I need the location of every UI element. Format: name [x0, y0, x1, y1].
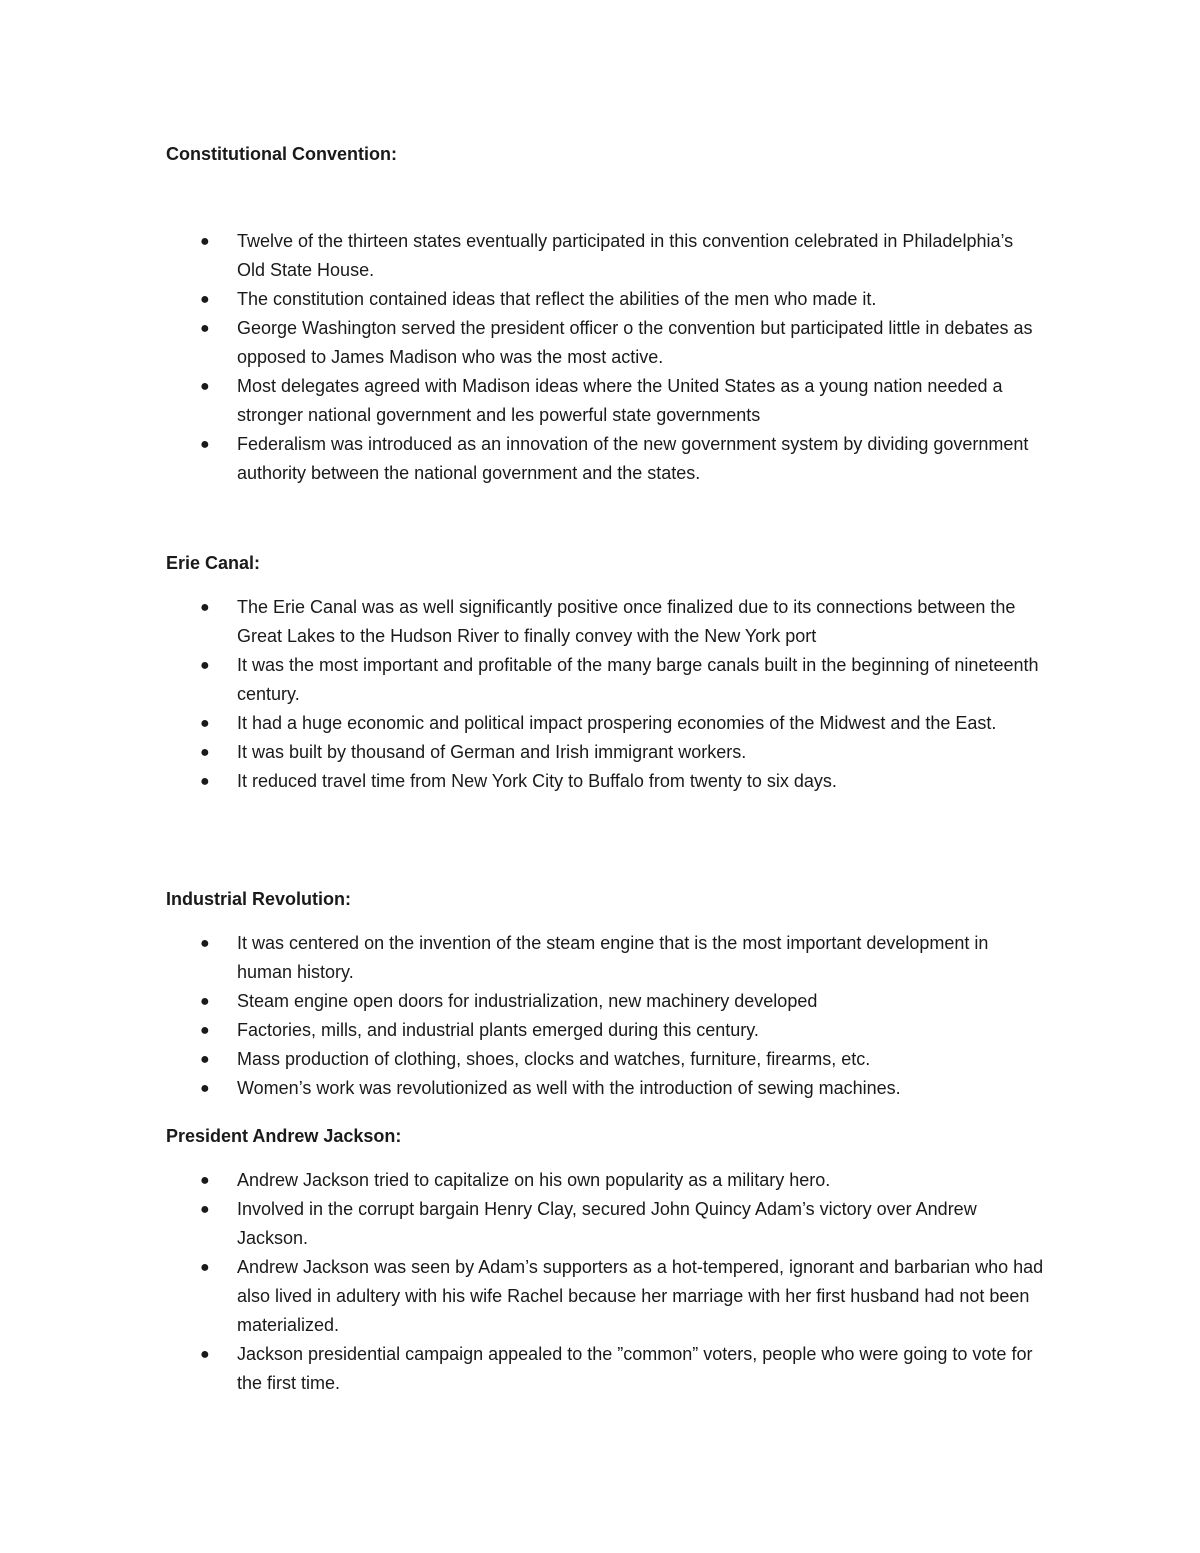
- list-item: [166, 227, 1046, 285]
- bullet-icon: ●: [200, 1259, 210, 1276]
- list-item-text: Most delegates agreed with Madison ideas where the United States as a young nation needed a stronger national government and les powerful state governments: [237, 376, 1003, 425]
- list-item: [166, 767, 1046, 796]
- bullet-icon: ●: [200, 935, 210, 952]
- bullet-list: [166, 1166, 1046, 1398]
- bullet-icon: ●: [200, 436, 210, 453]
- list-item: [166, 1253, 1046, 1340]
- list-item-text: Twelve of the thirteen states eventually participated in this convention celebrated in Philadelphia’s Old State House.: [237, 231, 1014, 280]
- section-heading: Constitutional Convention:: [166, 144, 397, 164]
- section-heading: Industrial Revolution:: [166, 889, 352, 909]
- bullet-icon: ●: [200, 1080, 210, 1097]
- bullet-icon: ●: [200, 657, 210, 674]
- list-item: [166, 593, 1046, 651]
- bullet-icon: ●: [200, 773, 210, 790]
- list-item-text: It reduced travel time from New York City to Buffalo from twenty to six days.: [237, 771, 837, 791]
- list-item-text: It was the most important and profitable of the many barge canals built in the beginning of nineteenth century.: [237, 655, 1039, 704]
- list-item-text: Andrew Jackson tried to capitalize on his own popularity as a military hero.: [237, 1170, 831, 1190]
- list-item: [166, 709, 1046, 738]
- bullet-icon: ●: [200, 378, 210, 395]
- list-item: [166, 738, 1046, 767]
- list-item-text: Jackson presidential campaign appealed to the ”common” voters, people who were going to vote for the first time.: [237, 1344, 1033, 1393]
- list-item-text: Steam engine open doors for industrialization, new machinery developed: [237, 991, 818, 1011]
- list-item: [166, 1074, 1046, 1103]
- list-item-text: Andrew Jackson was seen by Adam’s supporters as a hot-tempered, ignorant and barbarian who had also lived in adultery with his wife Rachel because her marriage with her first husband had not been materialized.: [237, 1257, 1044, 1335]
- list-item-text: Mass production of clothing, shoes, clocks and watches, furniture, firearms, etc.: [237, 1049, 871, 1069]
- bullet-icon: ●: [200, 1201, 210, 1218]
- list-item: [166, 929, 1046, 987]
- bullet-icon: ●: [200, 599, 210, 616]
- section-industrial-revolution: [166, 885, 1046, 1103]
- list-item-text: Involved in the corrupt bargain Henry Clay, secured John Quincy Adam’s victory over Andrew Jackson.: [237, 1199, 977, 1248]
- bullet-icon: ●: [200, 1022, 210, 1039]
- list-item-text: The constitution contained ideas that reflect the abilities of the men who made it.: [237, 289, 877, 309]
- bullet-icon: ●: [200, 1346, 210, 1363]
- list-item-text: It had a huge economic and political impact prospering economies of the Midwest and the East.: [237, 713, 997, 733]
- list-item: [166, 1016, 1046, 1045]
- list-item: [166, 987, 1046, 1016]
- section-president-andrew-jackson: [166, 1122, 1046, 1398]
- bullet-list: [166, 593, 1046, 796]
- list-item-text: George Washington served the president officer o the convention but participated little in debates as opposed to James Madison who was the most active.: [237, 318, 1033, 367]
- list-item-text: It was built by thousand of German and Irish immigrant workers.: [237, 742, 747, 762]
- list-item-text: The Erie Canal was as well significantly positive once finalized due to its connections between the Great Lakes to the Hudson River to finally convey with the New York port: [237, 597, 1016, 646]
- list-item: [166, 651, 1046, 709]
- list-item: [166, 1166, 1046, 1195]
- bullet-icon: ●: [200, 233, 210, 250]
- list-item: [166, 1195, 1046, 1253]
- bullet-icon: ●: [200, 291, 210, 308]
- bullet-icon: ●: [200, 1051, 210, 1068]
- list-item: [166, 285, 1046, 314]
- bullet-icon: ●: [200, 993, 210, 1010]
- list-item-text: Federalism was introduced as an innovation of the new government system by dividing government authority between the national government and the states.: [237, 434, 1029, 483]
- section-heading: President Andrew Jackson:: [166, 1126, 402, 1146]
- list-item-text: Factories, mills, and industrial plants emerged during this century.: [237, 1020, 759, 1040]
- bullet-list: [166, 929, 1046, 1103]
- list-item-text: It was centered on the invention of the steam engine that is the most important development in human history.: [237, 933, 989, 982]
- list-item: [166, 430, 1046, 488]
- list-item-text: Women’s work was revolutionized as well with the introduction of sewing machines.: [237, 1078, 901, 1098]
- bullet-icon: ●: [200, 1172, 210, 1189]
- section-erie-canal: [166, 549, 1046, 796]
- bullet-list: [166, 227, 1046, 488]
- list-item: [166, 1045, 1046, 1074]
- section-heading: Erie Canal:: [166, 553, 261, 573]
- list-item: [166, 1340, 1046, 1398]
- bullet-icon: ●: [200, 715, 210, 732]
- list-item: [166, 372, 1046, 430]
- list-item: [166, 314, 1046, 372]
- bullet-icon: ●: [200, 320, 210, 337]
- bullet-icon: ●: [200, 744, 210, 761]
- section-constitutional-convention: [166, 140, 1046, 488]
